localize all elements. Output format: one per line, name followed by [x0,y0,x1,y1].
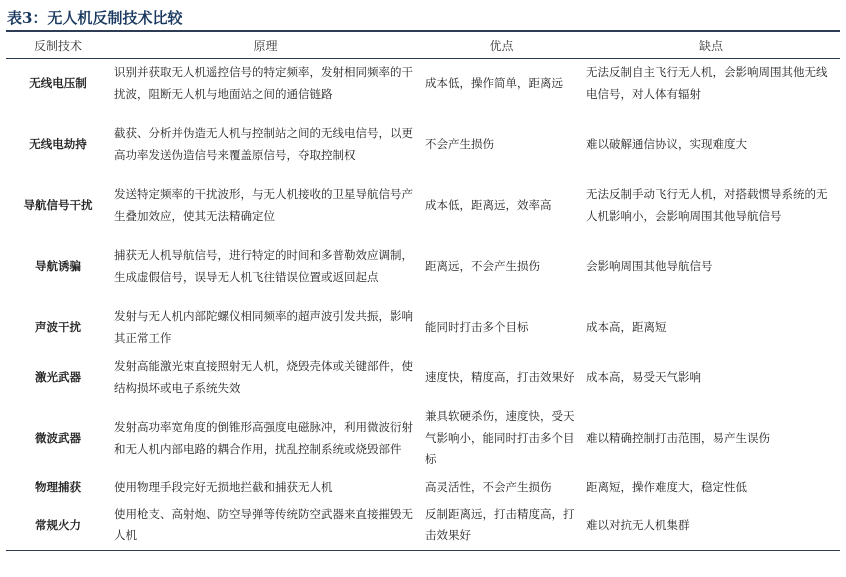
table-row [6,59,840,109]
principle-cell: 发送特定频率的干扰波形，与无人机接收的卫星导航信号产生叠加效应，使其无法精确定位 [114,187,413,223]
header-cons: 缺点 [582,32,840,59]
table-row [6,501,840,551]
cons-cell: 成本高，易受天气影响 [586,369,701,384]
principle-cell: 使用枪支、高射炮、防空导弹等传统防空武器来直接摧毁无人机 [110,501,421,551]
pros-cell: 不会产生损伤 [425,136,494,151]
technique-name: 导航信号干扰 [23,197,93,212]
header-pros: 优点 [421,32,582,59]
pros-cell: 速度快，精度高，打击效果好 [425,369,575,384]
table-title: 表3：无人机反制技术比较 [6,6,840,32]
technique-name: 声波干扰 [35,319,81,334]
principle-cell: 截获、分析并伪造无人机与控制站之间的无线电信号，以更高功率发送伪造信号来覆盖原信号，夺取控制权 [114,126,413,162]
principle-cell: 使用物理手段完好无损地拦截和捕获无人机 [114,479,333,494]
cons-cell: 难以精确控制打击范围，易产生误伤 [586,430,770,445]
pros-cell: 成本低，距离远，效率高 [425,197,552,212]
cons-cell: 无法反制自主飞行无人机，会影响周围其他无线电信号，对人体有辐射 [586,65,828,101]
principle-cell: 捕获无人机导航信号，进行特定的时间和多普勒效应调制，生成虚假信号，误导无人机飞往错误位置或返回起点 [114,248,413,284]
technique-name: 无线电压制 [29,76,87,90]
cons-cell: 成本高，距离短 [586,319,667,334]
principle-cell: 识别并获取无人机遥控信号的特定频率，发射相同频率的干扰波，阻断无人机与地面站之间的通信链路 [114,65,413,101]
principle-cell: 发射高能激光束直接照射无人机，烧毁壳体或关键部件，使结构损坏或电子系统失效 [114,359,413,395]
technique-name: 微波武器 [35,430,81,445]
pros-cell: 兼具软硬杀伤，速度快，受天气影响小，能同时打击多个目标 [425,409,575,467]
pros-cell: 反制距离远，打击精度高，打击效果好 [421,501,582,551]
principle-cell: 发射与无人机内部陀螺仪相同频率的超声波引发共振，影响其正常工作 [114,309,413,345]
technique-name: 无线电劫持 [29,136,87,151]
cons-cell: 难以对抗无人机集群 [582,501,840,551]
technique-name: 物理捕获 [35,479,81,494]
table-row [6,181,840,231]
comparison-table [6,32,840,551]
table-row [6,303,840,353]
technique-name: 激光武器 [35,369,81,384]
cons-cell: 会影响周围其他导航信号 [586,258,713,273]
cons-cell: 难以破解通信协议，实现难度大 [586,136,747,151]
pros-cell: 距离远，不会产生损伤 [425,258,540,273]
table-row [6,353,840,403]
table-row [6,109,840,181]
table-header-row [6,32,840,59]
table-row [6,231,840,303]
technique-name: 导航诱骗 [35,258,81,273]
pros-cell: 成本低，操作简单，距离远 [425,76,563,90]
cons-cell: 无法反制手动飞行无人机，对搭载惯导系统的无人机影响小，会影响周围其他导航信号 [586,187,828,223]
table-row [6,475,840,501]
table-row [6,403,840,475]
header-principle: 原理 [110,32,421,59]
principle-cell: 发射高功率宽角度的倒锥形高强度电磁脉冲，利用微波衍射和无人机内部电路的耦合作用，扰乱控制系统或烧毁部件 [114,420,413,456]
technique-name: 常规火力 [6,501,110,551]
cons-cell: 距离短，操作难度大，稳定性低 [586,479,747,494]
header-technique: 反制技术 [6,32,110,59]
pros-cell: 高灵活性，不会产生损伤 [425,479,552,494]
pros-cell: 能同时打击多个目标 [425,319,529,334]
